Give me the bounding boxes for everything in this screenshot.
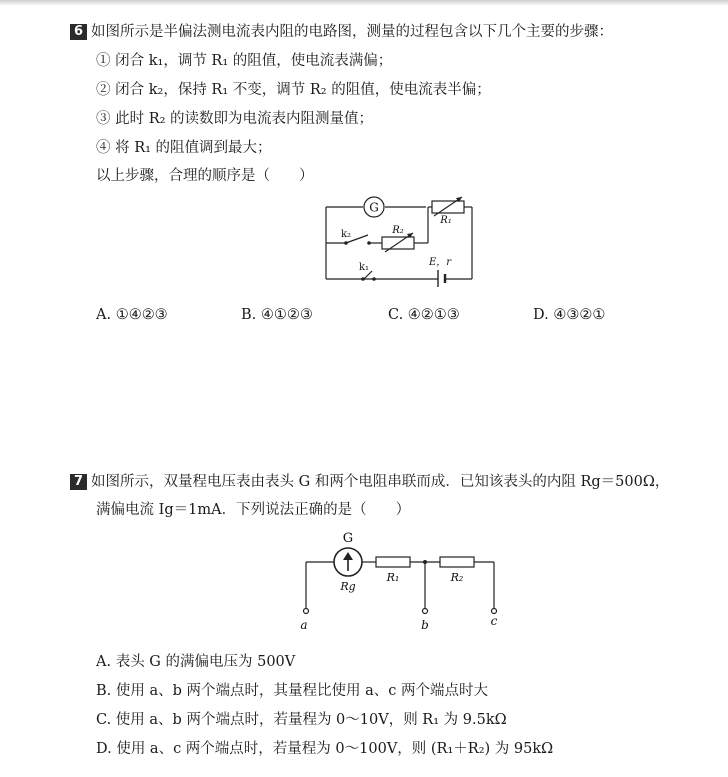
svg-text:R₂: R₂	[450, 571, 464, 584]
q7-option-a[interactable]: A. 表头 G 的满偏电压为 500V	[96, 654, 296, 670]
q6-step-3: ③ 此时 R₂ 的读数即为电流表内阻测量值；	[96, 111, 374, 127]
q7-circuit-diagram	[292, 528, 512, 636]
svg-text:a: a	[300, 618, 308, 632]
svg-text:R₁: R₁	[440, 215, 452, 226]
q7-option-b[interactable]: B. 使用 a、b 两个端点时，其量程比使用 a、c 两个端点时大	[96, 683, 489, 699]
q6-prompt: 以上步骤，合理的顺序是（ ）	[96, 168, 314, 184]
svg-text:b: b	[421, 618, 429, 632]
resistor-r1	[376, 557, 410, 584]
svg-text:R₁: R₁	[386, 571, 400, 584]
q6-option-d[interactable]: D. ④③②①	[533, 307, 606, 323]
svg-text:E，r: E，r	[428, 257, 452, 268]
svg-text:c: c	[490, 614, 498, 628]
junction-dot	[423, 560, 427, 564]
svg-text:k₂: k₂	[340, 229, 352, 240]
q7-option-d[interactable]: D. 使用 a、c 两个端点时，若量程为 0～100V，则 (R₁＋R₂) 为 95kΩ	[96, 741, 554, 757]
galvanometer-g	[364, 197, 384, 217]
q7-stem-line-1	[70, 472, 669, 492]
resistor-r2	[440, 557, 474, 584]
switch-k1	[359, 262, 376, 281]
terminal-b	[421, 609, 429, 633]
page-top-shadow	[0, 0, 728, 6]
battery-source	[428, 257, 452, 287]
svg-text:G: G	[342, 531, 354, 546]
rheostat-r2	[382, 225, 414, 252]
q6-circuit-diagram	[318, 192, 488, 287]
q7-number: 7	[70, 474, 87, 490]
q7-option-c[interactable]: C. 使用 a、b 两个端点时，若量程为 0～10V，则 R₁ 为 9.5kΩ	[96, 712, 507, 728]
terminal-a	[300, 609, 308, 633]
svg-text:Rg: Rg	[340, 580, 356, 593]
q6-option-a[interactable]: A. ①④②③	[96, 307, 168, 323]
svg-text:k₁: k₁	[358, 262, 370, 273]
rheostat-r1	[428, 197, 472, 226]
q6-step-4: ④ 将 R₁ 的阻值调到最大；	[96, 140, 272, 156]
q6-step-2: ② 闭合 k₂，保持 R₁ 不变，调节 R₂ 的阻值，使电流表半偏；	[96, 82, 491, 98]
q7-stem-line-2: 满偏电流 Ig＝1mA．下列说法正确的是（ ）	[96, 502, 411, 518]
svg-text:G: G	[369, 200, 379, 215]
q6-number: 6	[70, 24, 87, 40]
galvanometer-g	[334, 531, 362, 593]
q6-step-1: ① 闭合 k₁，调节 R₁ 的阻值，使电流表满偏；	[96, 53, 393, 69]
svg-text:R₂: R₂	[392, 225, 404, 236]
q6-stem-text: 如图所示是半偏法测电流表内阻的电路图，测量的过程包含以下几个主要的步骤：	[91, 24, 614, 40]
terminal-c	[491, 609, 498, 629]
q6-stem	[70, 22, 613, 42]
q6-option-c[interactable]: C. ④②①③	[388, 307, 460, 323]
q7-stem-text-1: 如图所示，双量程电压表由表头 G 和两个电阻串联而成．已知该表头的内阻 Rg＝500Ω，	[91, 474, 670, 490]
q6-option-b[interactable]: B. ④①②③	[241, 307, 313, 323]
switch-k2	[341, 229, 371, 245]
